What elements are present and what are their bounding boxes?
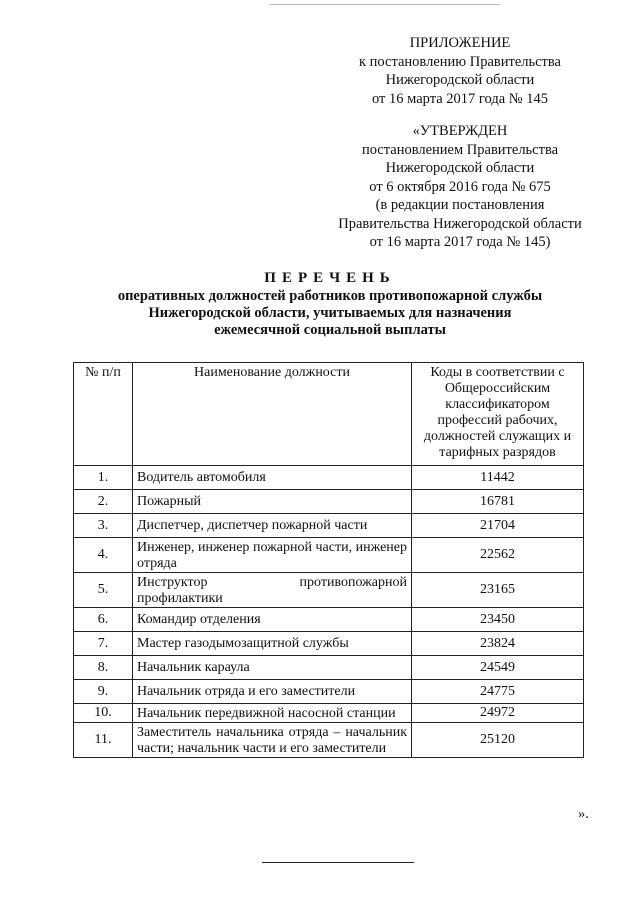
row-code: 22562 [412,538,584,573]
row-num: 10. [74,704,133,723]
row-num: 6. [74,608,133,632]
row-name: Диспетчер, диспетчер пожарной части [133,514,412,538]
approved-line: от 6 октября 2016 года № 675 [369,178,551,195]
row-name: Заместитель начальника отряда – начальник части; начальник части и его заместители [133,723,412,758]
row-name: Начальник отряда и его заместители [133,680,412,704]
row-name: Начальник караула [133,656,412,680]
row-code: 24972 [412,704,584,723]
table-row [74,608,584,632]
table-row [74,490,584,514]
row-num: 7. [74,632,133,656]
row-code: 24549 [412,656,584,680]
row-code: 24775 [412,680,584,704]
top-rule [270,4,500,5]
approved-line: от 16 марта 2017 года № 145) [369,234,551,250]
approved-block [310,122,610,252]
title-subline: оперативных должностей работников противопожарной службы [117,288,543,304]
table-row [74,680,584,704]
appendix-line: Нижегородской области [385,72,535,88]
bottom-rule [262,862,414,863]
row-name: Инструктор противопожарной профилактики [133,573,412,608]
title-main: ПЕРЕЧЕНЬ [264,270,396,286]
table-row [74,573,584,608]
row-code: 23824 [412,632,584,656]
row-code: 23165 [412,573,584,608]
appendix-block [320,34,600,108]
appendix-line: к постановлению Правительства [359,53,561,70]
row-num: 8. [74,656,133,680]
table-row [74,723,584,758]
table-row [74,538,584,573]
appendix-line: от 16 марта 2017 года № 145 [372,90,548,107]
approved-title: «УТВЕРЖДЕН [412,123,508,139]
table-header-row [74,363,584,466]
row-code: 16781 [412,490,584,514]
row-code: 23450 [412,608,584,632]
row-num: 3. [74,514,133,538]
row-name: Водитель автомобиля [133,466,412,490]
appendix-title: ПРИЛОЖЕНИЕ [409,35,511,51]
row-name: Инженер, инженер пожарной части, инженер отряда [133,538,412,573]
closing-quote: ». [578,806,589,822]
title-subline: Нижегородской области, учитываемых для назначения [148,305,512,321]
header-code: Коды в соответствии с Общероссийским классификатором профессий рабочих, должностей служащих и тарифных разрядов [412,363,584,466]
positions-table [73,362,584,758]
header-num: № п/п [74,363,133,466]
approved-line: постановлением Правительства [361,141,559,158]
row-name: Начальник передвижной насосной станции [133,704,412,723]
table-row [74,656,584,680]
table-row [74,466,584,490]
row-num: 5. [74,573,133,608]
row-name: Пожарный [133,490,412,514]
row-num: 4. [74,538,133,573]
row-num: 2. [74,490,133,514]
table-row [74,704,584,723]
row-code: 11442 [412,466,584,490]
approved-line: (в редакции постановления [375,197,545,213]
table-row [74,632,584,656]
row-num: 9. [74,680,133,704]
table-row [74,514,584,538]
header-name: Наименование должности [133,363,412,466]
row-code: 21704 [412,514,584,538]
title-subline: ежемесячной социальной выплаты [214,322,446,338]
row-num: 1. [74,466,133,490]
document-title [60,268,600,339]
row-code: 25120 [412,723,584,758]
row-name: Командир отделения [133,608,412,632]
approved-line: Правительства Нижегородской области [338,215,582,232]
row-num: 11. [74,723,133,758]
approved-line: Нижегородской области [385,160,535,176]
row-name: Мастер газодымозащитной службы [133,632,412,656]
